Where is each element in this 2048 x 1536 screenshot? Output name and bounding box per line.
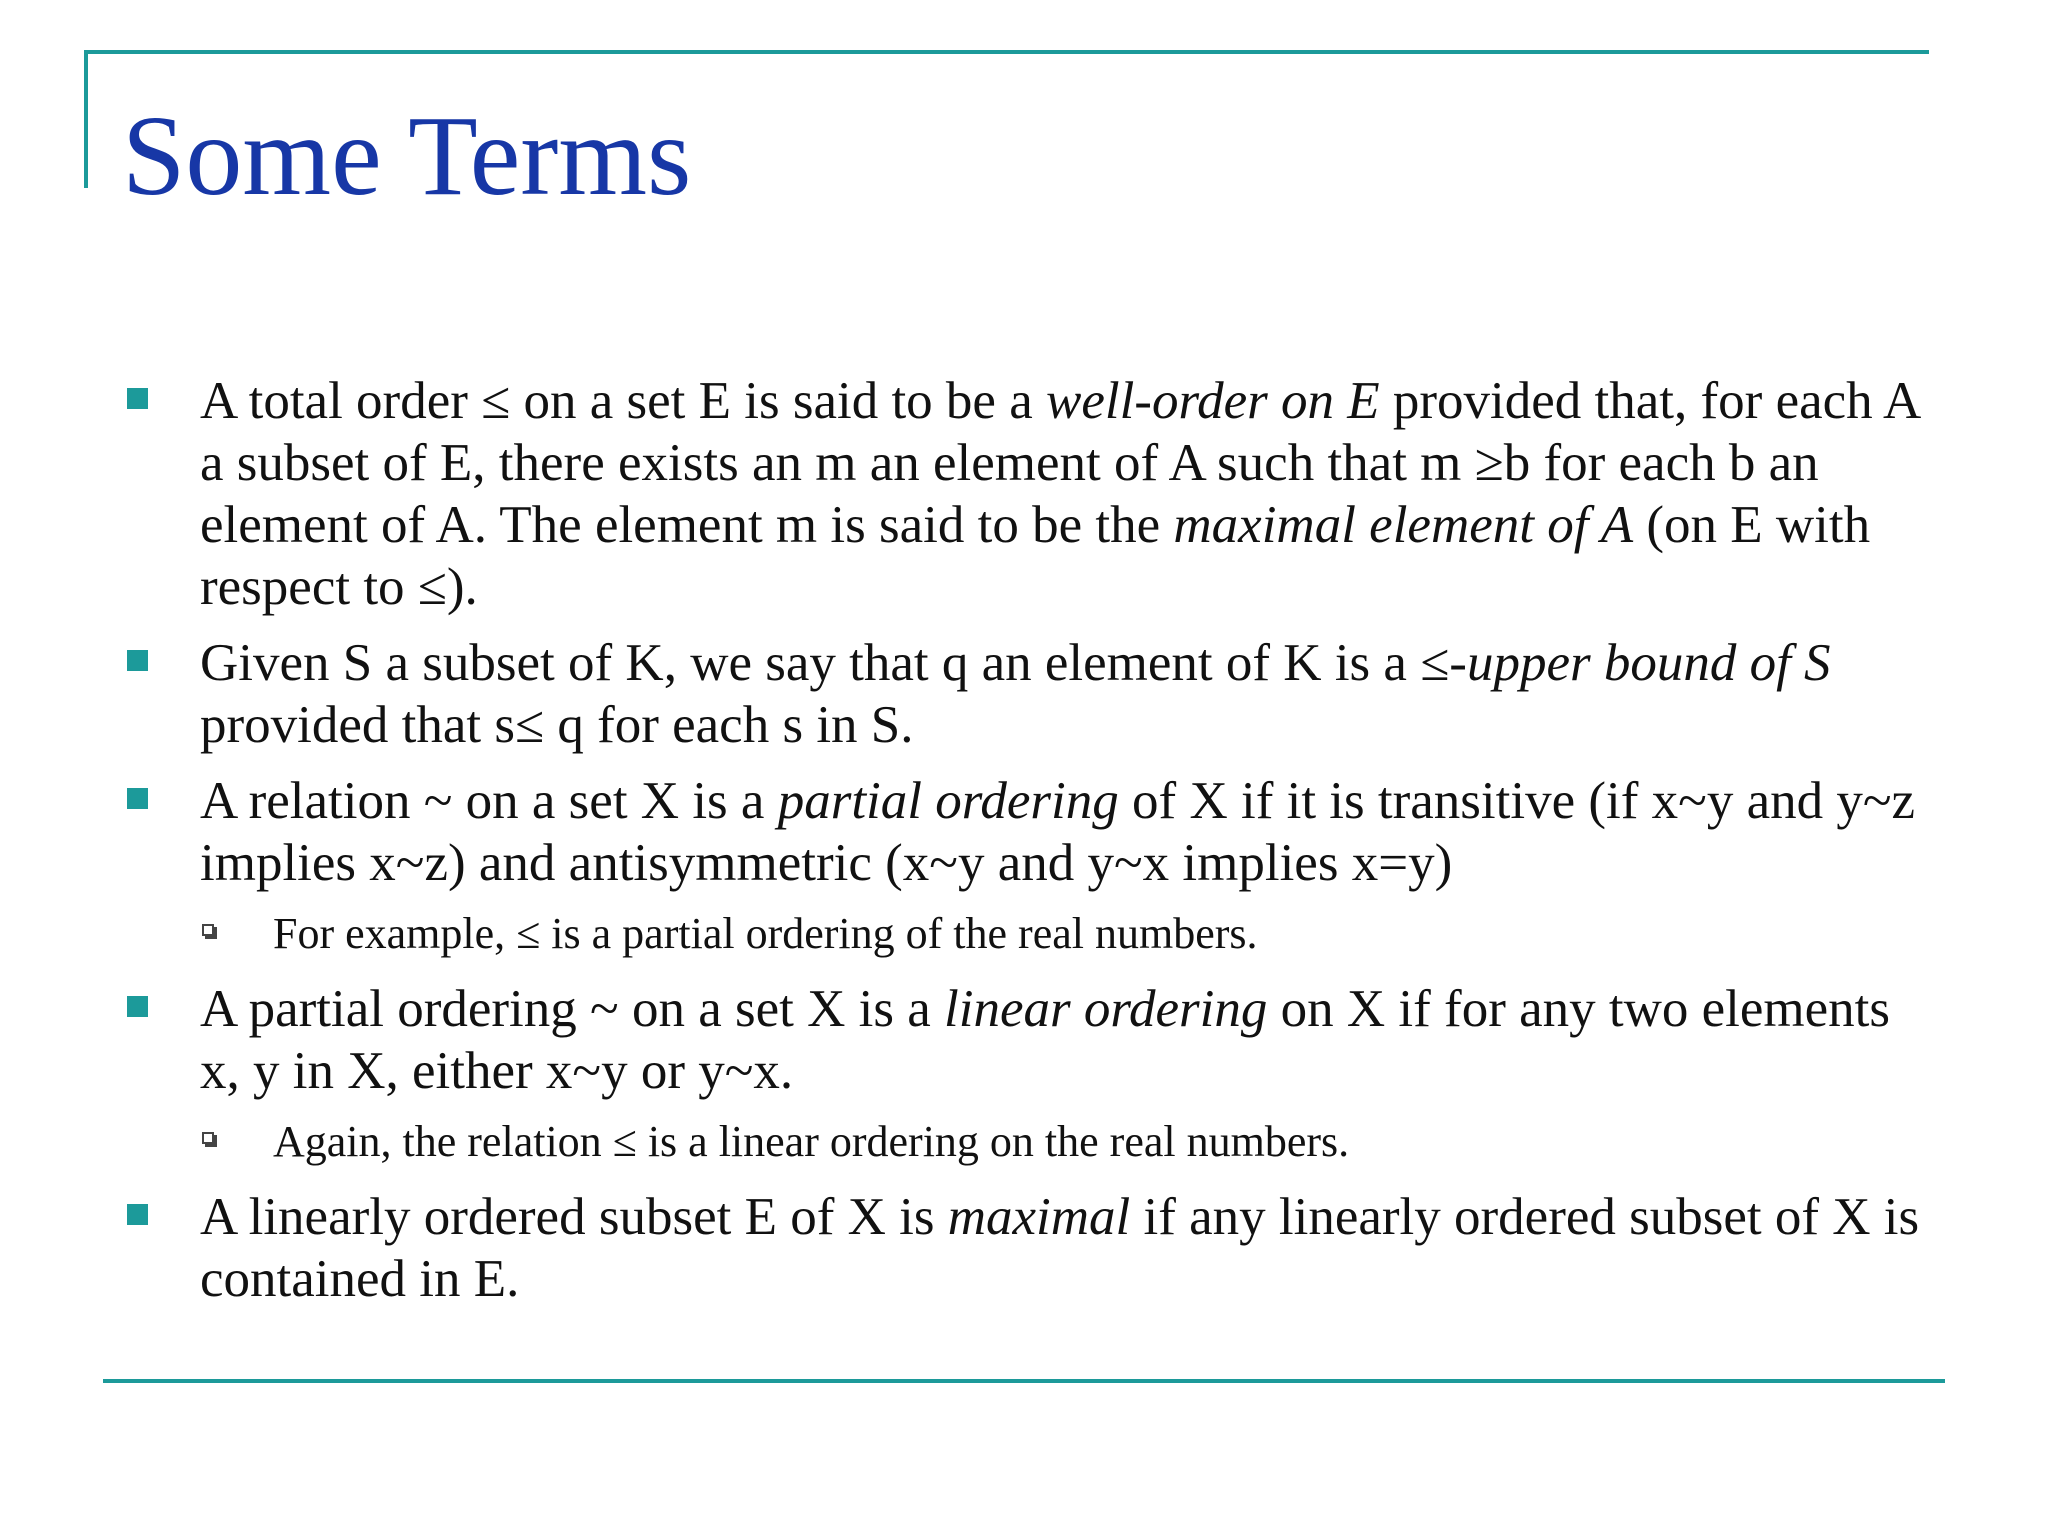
text-run: A partial ordering ~ on a set X is a — [200, 980, 944, 1038]
text-run: of X if it is transitive (if x~y and y~z implies x~z) and antisymmetric (x~y and y~x implies x=y) — [200, 772, 1916, 892]
emphasized-term: maximal element of A — [1173, 496, 1634, 554]
bullet-item — [120, 1186, 1930, 1310]
text-run: on X if for any two elements x, y in X, either x~y or y~x. — [200, 980, 1890, 1100]
sub-bullet-text: For example, ≤ is a partial ordering of the real numbers. — [273, 909, 1258, 958]
bullet-item — [120, 370, 1930, 618]
bottom-divider — [103, 1379, 1945, 1383]
bullet-text — [200, 978, 1930, 1102]
emphasized-term: linear ordering — [944, 980, 1268, 1038]
text-run: A total order ≤ on a set E is said to be a — [200, 372, 1046, 430]
sub-bullet-item — [120, 904, 1930, 964]
square-bullet-icon — [127, 996, 148, 1017]
bullet-item — [120, 770, 1930, 964]
text-run: A linearly ordered subset E of X is — [200, 1188, 948, 1246]
text-run: provided that s≤ q for each s in S. — [200, 696, 914, 754]
emphasized-term: partial ordering — [777, 772, 1119, 830]
bullet-text — [200, 370, 1930, 618]
sub-bullet-item — [120, 1112, 1930, 1172]
bullet-item — [120, 632, 1930, 756]
bullet-text — [200, 1186, 1930, 1310]
bullet-text — [200, 770, 1930, 894]
emphasized-term: maximal — [947, 1188, 1131, 1246]
bullet-text — [200, 632, 1930, 756]
left-accent-bar — [84, 50, 88, 188]
top-divider — [84, 50, 1929, 54]
emphasized-term: well-order on E — [1045, 372, 1380, 430]
square-bullet-icon — [127, 650, 148, 671]
square-bullet-icon — [127, 1204, 148, 1225]
sub-bullet-text: Again, the relation ≤ is a linear ordering on the real numbers. — [273, 1117, 1350, 1166]
bullet-list — [120, 370, 1930, 1310]
text-run: (on E with respect to ≤). — [200, 496, 1871, 616]
emphasized-term: upper bound of S — [1466, 634, 1831, 692]
text-run: if any linearly ordered subset of X is contained in E. — [200, 1188, 1920, 1308]
text-run: provided that, for each A a subset of E, there exists an m an element of A such that m ≥b for each b an element of A. The element m is said to be the — [200, 372, 1919, 554]
square-bullet-icon — [127, 388, 148, 409]
hollow-square-bullet-icon — [202, 924, 214, 936]
bullet-item — [120, 978, 1930, 1172]
square-bullet-icon — [127, 788, 148, 809]
slide-title: Some Terms — [122, 92, 692, 219]
text-run: Given S a subset of K, we say that q an element of K is a ≤- — [200, 634, 1467, 692]
hollow-square-bullet-icon — [202, 1132, 214, 1144]
text-run: A relation ~ on a set X is a — [200, 772, 778, 830]
